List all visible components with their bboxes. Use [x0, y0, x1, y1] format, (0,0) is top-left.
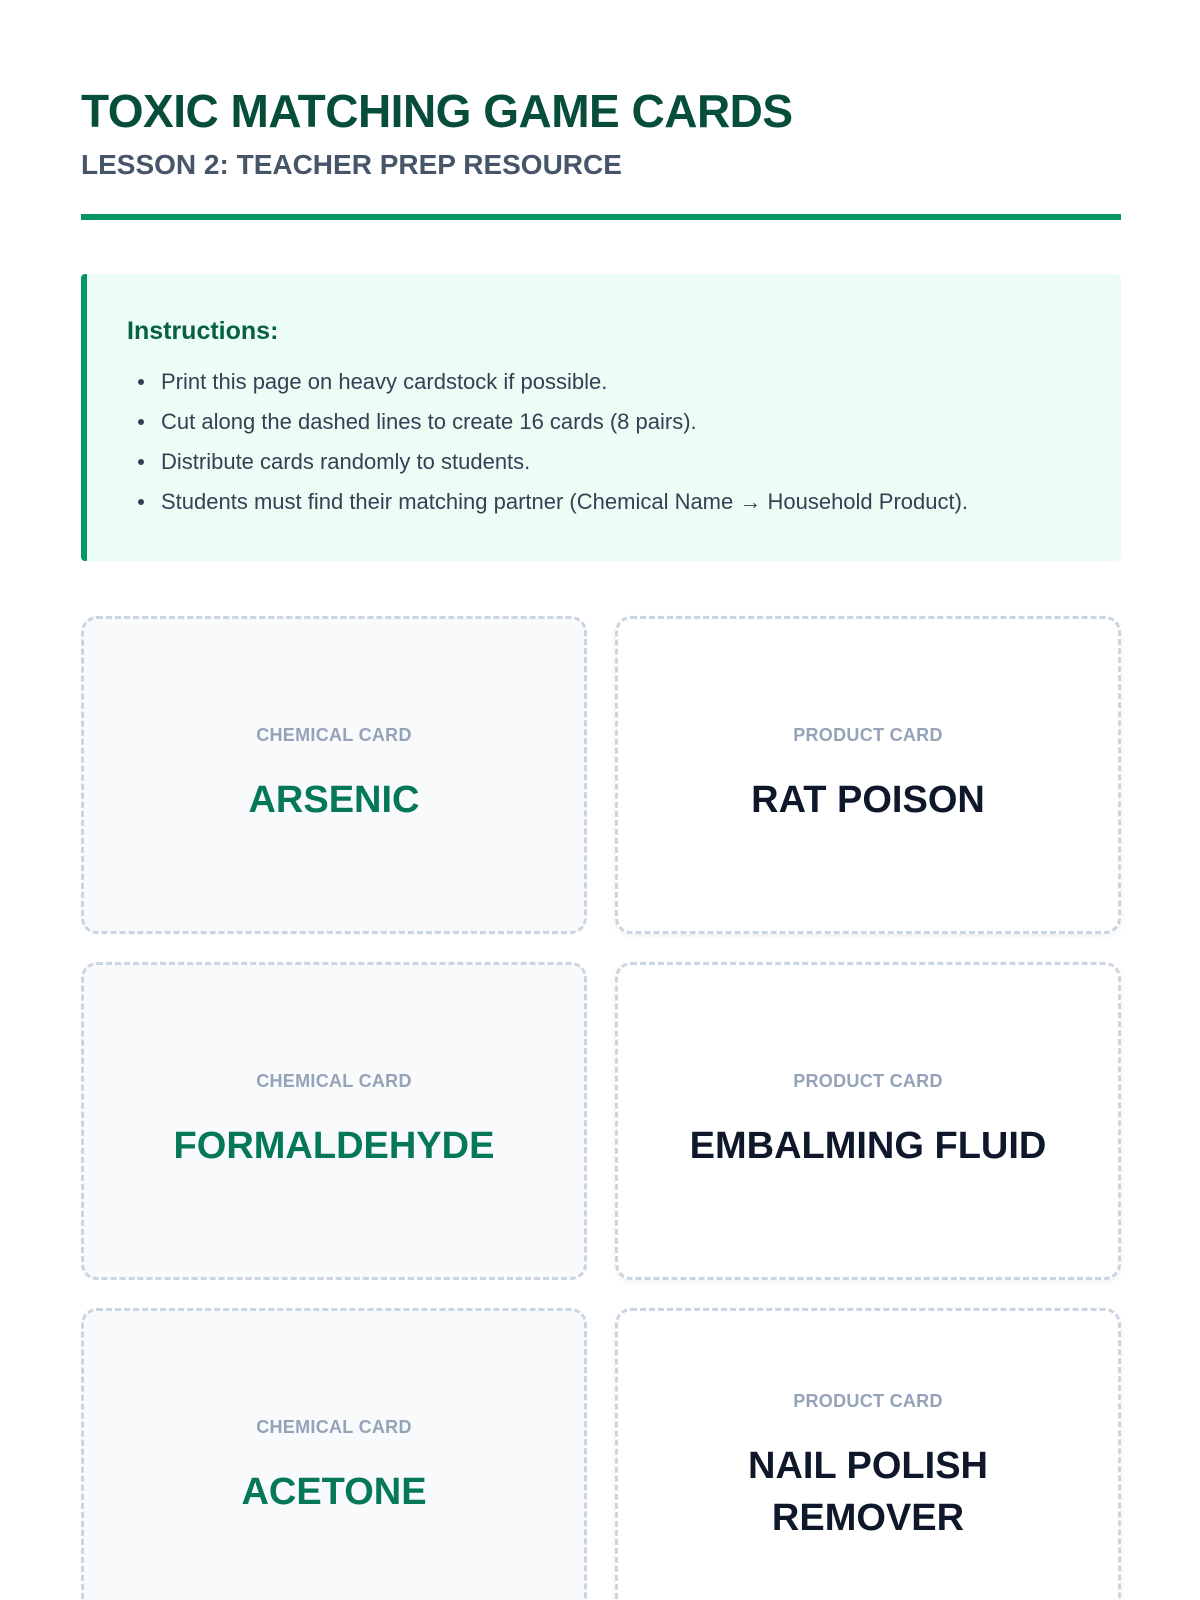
instruction-item: Distribute cards randomly to students. — [161, 442, 1081, 482]
instructions-list — [127, 362, 1081, 522]
card-type-label: PRODUCT CARD — [793, 1391, 943, 1411]
page-subtitle: LESSON 2: TEACHER PREP RESOURCE — [81, 149, 622, 180]
instruction-item: Print this page on heavy cardstock if possible. — [161, 362, 1081, 402]
card-type-label: CHEMICAL CARD — [256, 1417, 412, 1437]
instruction-item: Cut along the dashed lines to create 16 cards (8 pairs). — [161, 402, 1081, 442]
card-name: EMBALMING FLUID — [689, 1125, 1047, 1167]
card-grid — [81, 616, 1121, 1600]
chemical-card — [81, 616, 587, 934]
card-name: ARSENIC — [248, 779, 420, 821]
card-type-label: CHEMICAL CARD — [256, 1071, 412, 1091]
card-type-label: PRODUCT CARD — [793, 725, 943, 745]
card-name: ACETONE — [241, 1471, 427, 1513]
product-card — [615, 962, 1121, 1280]
product-card — [615, 1308, 1121, 1600]
product-card — [615, 616, 1121, 934]
instructions-heading: Instructions: — [127, 317, 279, 345]
instruction-item: Students must find their matching partner (Chemical Name → Household Product). — [161, 482, 1081, 522]
header-divider — [81, 214, 1121, 220]
card-type-label: CHEMICAL CARD — [256, 725, 412, 745]
card-name: FORMALDEHYDE — [173, 1125, 495, 1167]
card-name: RAT POISON — [751, 779, 985, 821]
card-name: NAIL POLISH REMOVER — [748, 1445, 988, 1539]
instructions-box — [81, 274, 1121, 561]
card-type-label: PRODUCT CARD — [793, 1071, 943, 1091]
chemical-card — [81, 1308, 587, 1600]
page-title: TOXIC MATCHING GAME CARDS — [81, 85, 793, 137]
chemical-card — [81, 962, 587, 1280]
